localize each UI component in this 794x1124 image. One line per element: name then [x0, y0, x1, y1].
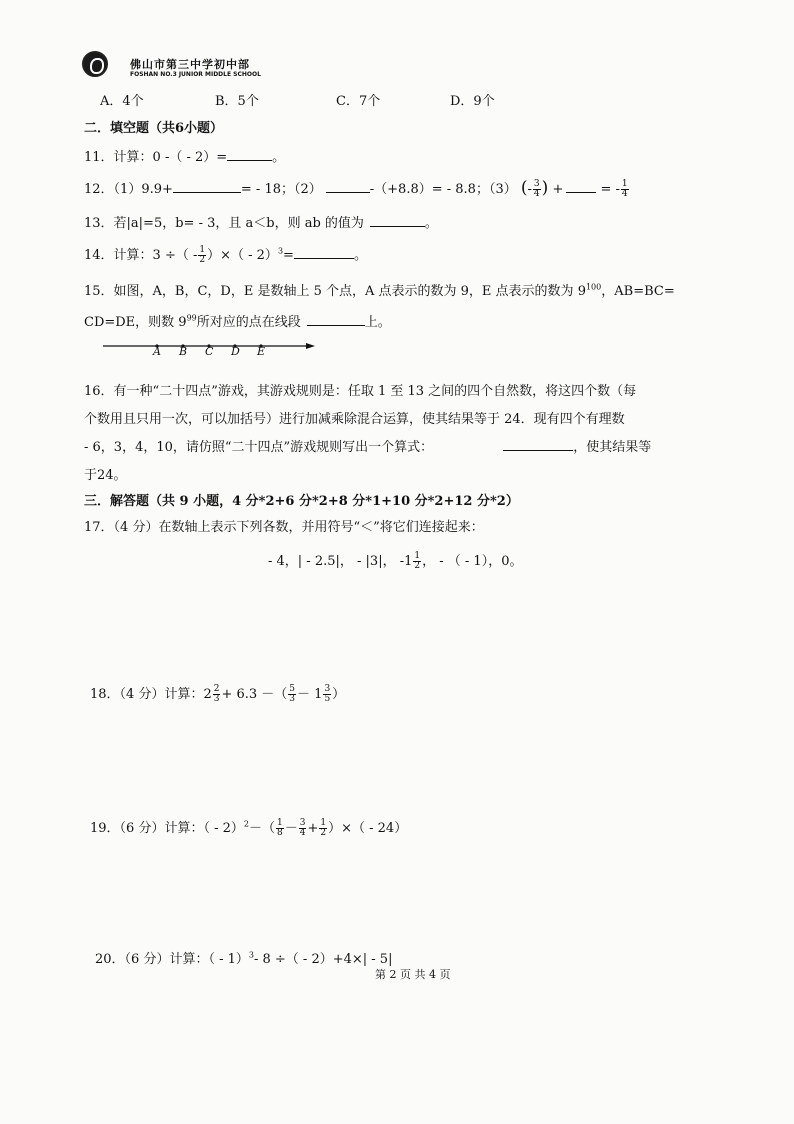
q18-fraction-2: $\frac{5}{3}$	[289, 684, 296, 704]
q13	[84, 212, 438, 231]
q16-line4: 于24。	[84, 468, 127, 483]
q19-fraction-1: $\frac{1}{8}$	[276, 818, 283, 838]
school-name-en: FOSHAN NO.3 JUNIOR MIDDLE SCHOOL	[130, 71, 261, 78]
q18-part4: ）	[332, 687, 346, 702]
q16-line3-text: - 6，3，4，10，请仿照“二十四点”游戏规则写出一个算式：	[84, 440, 434, 455]
q11	[84, 146, 285, 165]
q11-text: 11．计算：0 -（ - 2）=	[84, 150, 228, 165]
q20	[95, 948, 392, 967]
q15-line2-mid: 所对应的点在线段	[196, 315, 301, 330]
q20-exponent: 3	[248, 950, 254, 960]
q14-part4: 。	[353, 248, 367, 263]
q20-part2: - 8 ÷（ - 2）+4×| - 5|	[253, 952, 393, 967]
q16-line2: 个数用且只用一次，可以加括号）进行加减乘除混合运算，使其结果等于 24．现有四个有理数	[84, 412, 625, 427]
q17-line1: 17．（4 分）在数轴上表示下列各数，并用符号“＜”将它们连接起来：	[84, 520, 484, 535]
q15-line2-text: CD=DE，则数 9	[84, 315, 187, 330]
q15-line1	[84, 280, 675, 299]
q16-line1: 16．有一种“二十四点”游戏，其游戏规则是：任取 1 至 13 之间的四个自然数，将这四个数（每	[84, 384, 637, 399]
q16-line3	[84, 436, 651, 455]
q12-part3: -（+8.8）= - 8.8；（3）	[369, 182, 517, 197]
q14-part2: ）×（ - 2）	[207, 248, 278, 263]
q12-blank-1	[173, 179, 241, 193]
q15-line2	[84, 311, 391, 330]
q14-fraction: $\frac{1}{2}$	[199, 245, 206, 265]
q19-part4: +	[307, 821, 319, 836]
q12-part1: 12．（1）9.9+	[84, 182, 173, 197]
q12-part2: = - 18；（2）	[240, 182, 322, 197]
q15-exp-100: 100	[585, 282, 602, 292]
point-label-e: E	[257, 345, 266, 358]
q20-part1: 20．（6 分）计算：（ - 1）	[95, 952, 249, 967]
q17-numbers-end: ， - （ - 1），0。	[422, 554, 523, 569]
school-logo	[82, 51, 108, 77]
q12-fraction-2: $\frac{1}{4}$	[621, 179, 628, 199]
point-label-a: A	[153, 345, 161, 358]
q13-answer-blank	[370, 213, 425, 227]
q12-part5: = -	[600, 182, 620, 197]
q18-part1: 18．（4 分）计算：2	[90, 687, 212, 702]
q19-fraction-3: $\frac{1}{2}$	[320, 818, 327, 838]
q12: 12．（1）9.9+ = - 18；（2） -（+8.8）= - 8.8；（3） (- $\frac{3}{4}$ ) + = - $\frac{1}{4}$	[84, 178, 628, 199]
q11-text-end: 。	[272, 150, 286, 165]
q18-fraction-1: $\frac{2}{3}$	[213, 684, 220, 704]
section3-title: 三．解答题（共 9 小题，4 分*2+6 分*2+8 分*1+10 分*2+12 分*2）	[84, 494, 519, 509]
q19	[90, 817, 407, 838]
q14	[84, 244, 367, 265]
q15-line1-end: ，AB=BC=	[601, 284, 675, 299]
section2-title: 二．填空题（共6小题）	[84, 121, 224, 136]
q18	[90, 683, 345, 704]
q16-line3-end: ，使其结果等	[573, 440, 652, 455]
q12-blank-3	[566, 179, 596, 193]
q10-option-d: D．9个	[450, 94, 495, 109]
q13-text-end: 。	[424, 216, 438, 231]
q14-exponent: 3	[277, 246, 284, 256]
q19-fraction-2: $\frac{3}{4}$	[299, 818, 306, 838]
q11-answer-blank	[227, 147, 272, 161]
q16-answer-blank	[503, 437, 573, 451]
point-label-d: D	[231, 345, 240, 358]
q19-part3: －	[284, 821, 298, 836]
q10-option-b: B．5个	[215, 94, 259, 109]
q19-part1: 19．（6 分）计算：（ - 2）	[90, 821, 244, 836]
q17-numbers	[268, 550, 522, 571]
q18-part2: + 6.3 －（	[221, 687, 288, 702]
q10-option-a: A．4个	[100, 94, 144, 109]
q15-answer-blank	[307, 312, 365, 326]
point-label-c: C	[205, 345, 214, 358]
point-label-b: B	[179, 345, 188, 358]
q12-paren-close: )	[541, 178, 549, 198]
page-number: 第 2 页 共 4 页	[375, 968, 451, 981]
q10-option-c: C．7个	[336, 94, 381, 109]
q18-fraction-3: $\frac{3}{5}$	[324, 684, 331, 704]
q19-part2: －（	[248, 821, 275, 836]
q15-exp-99: 99	[186, 313, 197, 323]
q14-part3: =	[283, 248, 294, 263]
q17-numbers-text: - 4，| - 2.5|， - |3|， -1	[268, 554, 413, 569]
school-name-cn: 佛山市第三中学初中部	[130, 58, 250, 71]
q12-fraction-1: $\frac{3}{4}$	[533, 179, 540, 199]
q18-part3: － 1	[297, 687, 323, 702]
q19-exponent: 2	[243, 819, 249, 829]
q19-part5: ）×（ - 24）	[328, 821, 408, 836]
q12-part4: +	[552, 182, 564, 197]
q12-blank-2	[326, 179, 370, 193]
q15-line2-end: 上。	[364, 315, 391, 330]
q17-fraction: $\frac{1}{2}$	[414, 551, 421, 571]
q12-paren-open: (	[520, 178, 528, 198]
q13-text: 13．若|a|=5，b= - 3，且 a＜b，则 ab 的值为	[84, 216, 364, 231]
q14-part1: 14．计算：3 ÷（ -	[84, 248, 198, 263]
q14-answer-blank	[294, 245, 354, 259]
q15-line1-text: 15．如图，A，B，C，D，E 是数轴上 5 个点，A 点表示的数为 9，E 点表示的数为 9	[84, 284, 586, 299]
